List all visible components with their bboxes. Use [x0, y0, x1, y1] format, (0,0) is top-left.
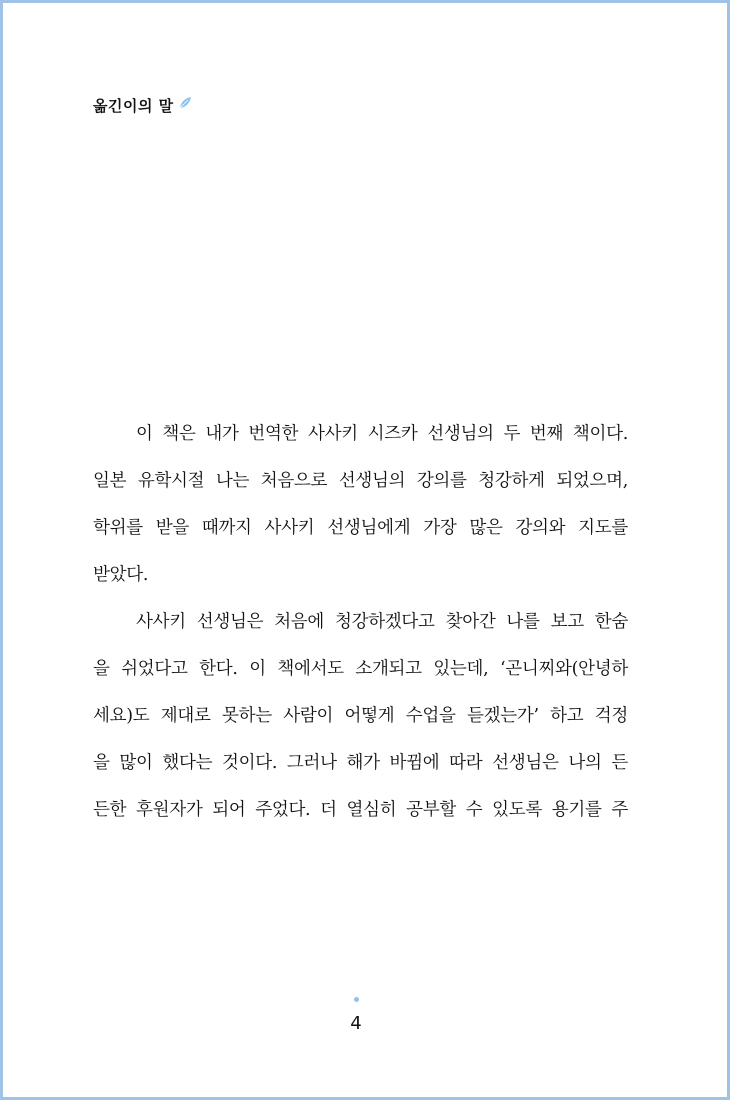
section-title: 옮긴이의 말 [93, 97, 174, 115]
text-line: 받았다. [93, 565, 149, 585]
body-text [93, 411, 628, 834]
text-line: 세요)도 제대로 못하는 사람이 어떻게 수업을 듣겠는가’ 하고 걱정 [93, 706, 628, 726]
page-number: 4 [350, 1013, 362, 1034]
text-line: 을 많이 했다는 것이다. 그러나 해가 바뀜에 따라 선생님은 나의 든 [93, 753, 628, 773]
text-line: 이 책은 내가 번역한 사사키 시즈카 선생님의 두 번째 책이다. [136, 424, 628, 444]
text-line: 사사키 선생님은 처음에 청강하겠다고 찾아간 나를 보고 한숨 [136, 612, 628, 632]
text-line: 을 쉬었다고 한다. 이 책에서도 소개되고 있는데, ‘곤니찌와(안녕하 [93, 659, 628, 679]
text-line: 일본 유학시절 나는 처음으로 선생님의 강의를 청강하게 되었으며, [93, 471, 628, 491]
page-dot-ornament [354, 997, 359, 1002]
text-line: 든한 후원자가 되어 주었다. 더 열심히 공부할 수 있도록 용기를 주 [93, 800, 628, 820]
leaf-icon [177, 95, 193, 111]
page-header [93, 95, 193, 116]
text-line: 학위를 받을 때까지 사사키 선생님에게 가장 많은 강의와 지도를 [93, 518, 628, 538]
